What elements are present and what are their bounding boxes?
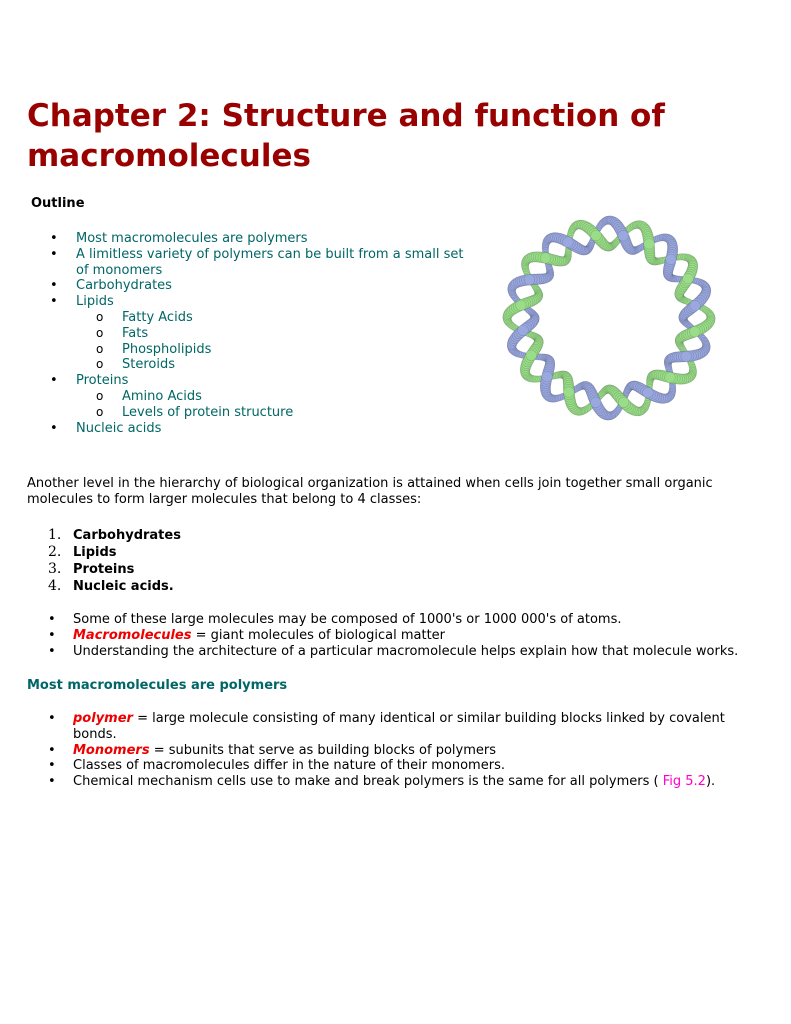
class-item xyxy=(48,561,181,578)
class-item xyxy=(48,578,181,595)
bullet-text: Chemical mechanism cells use to make and break polymers is the same for all polymers ( xyxy=(73,774,663,790)
intro-paragraph: Another level in the hierarchy of biological organization is attained when cells join together small organic molecules to form larger molecules that belong to 4 classes: xyxy=(27,476,713,507)
dna-ring-image xyxy=(494,213,724,423)
outline-link-steroids[interactable]: Steroids xyxy=(122,357,175,373)
outline-heading: Outline xyxy=(31,196,85,211)
outline-link-fatty-acids[interactable]: Fatty Acids xyxy=(122,309,193,325)
facts-list xyxy=(48,612,768,659)
outline-item[interactable] xyxy=(50,278,480,294)
class-label: Proteins xyxy=(73,562,135,577)
outline-link-nucleic-acids[interactable]: Nucleic acids xyxy=(76,420,162,436)
term-monomers: Monomers xyxy=(73,742,150,758)
bullet-text-end: ). xyxy=(705,774,716,790)
list-item xyxy=(48,612,768,628)
bullet-text: = large molecule consisting of many identical or similar building blocks linked by covalent bonds. xyxy=(73,711,725,742)
outline-link-proteins[interactable]: Proteins xyxy=(76,373,129,389)
fig-5-2-link[interactable]: Fig 5.2 xyxy=(662,774,706,790)
class-label: Carbohydrates xyxy=(73,528,181,543)
list-number: 2. xyxy=(48,544,62,560)
outline-item[interactable] xyxy=(50,294,480,373)
bullet-text: Understanding the architecture of a particular macromolecule helps explain how that molecule works. xyxy=(73,643,739,659)
outline-item[interactable] xyxy=(50,421,480,437)
list-number: 3. xyxy=(48,561,62,577)
list-item xyxy=(48,758,728,774)
list-item xyxy=(48,711,728,743)
list-number: 1. xyxy=(48,527,62,543)
outline-link-phospholipids[interactable]: Phospholipids xyxy=(122,341,212,357)
outline-item[interactable] xyxy=(50,373,480,420)
polymers-list xyxy=(48,711,728,790)
list-item xyxy=(48,774,728,790)
bullet-text: Classes of macromolecules differ in the nature of their monomers. xyxy=(73,758,505,774)
outline-link-lipids[interactable]: Lipids xyxy=(76,294,114,310)
list-item xyxy=(48,644,768,660)
outline-subitem[interactable] xyxy=(96,326,480,342)
list-number: 4. xyxy=(48,578,62,594)
macromolecule-classes-list xyxy=(48,527,181,595)
outline-link-variety[interactable]: A limitless variety of polymers can be built from a small set of monomers xyxy=(76,246,464,278)
outline-sublist-lipids xyxy=(96,310,480,373)
list-item xyxy=(48,743,728,759)
outline-link-polymers[interactable]: Most macromolecules are polymers xyxy=(76,231,308,246)
list-item xyxy=(48,628,768,644)
outline-link-carbohydrates[interactable]: Carbohydrates xyxy=(76,278,172,294)
outline-subitem[interactable] xyxy=(96,342,480,358)
outline-subitem[interactable] xyxy=(96,310,480,326)
outline-link-amino-acids[interactable]: Amino Acids xyxy=(122,388,202,404)
class-item xyxy=(48,527,181,544)
double-helix-ring-illustration xyxy=(494,213,724,423)
bullet-text: = subunits that serve as building blocks of polymers xyxy=(149,742,496,758)
outline-item[interactable] xyxy=(50,231,480,247)
class-label: Nucleic acids. xyxy=(73,579,174,594)
outline-sublist-proteins xyxy=(96,389,480,421)
class-label: Lipids xyxy=(73,545,117,560)
page-title: Chapter 2: Structure and function of macromolecules xyxy=(27,98,665,174)
outline-subitem[interactable] xyxy=(96,389,480,405)
bullet-text: = giant molecules of biological matter xyxy=(191,627,446,643)
outline-item[interactable] xyxy=(50,247,480,279)
outline-subitem[interactable] xyxy=(96,405,480,421)
term-polymer: polymer xyxy=(73,711,133,726)
outline-link-protein-structure[interactable]: Levels of protein structure xyxy=(122,404,294,420)
section-heading-polymers: Most macromolecules are polymers xyxy=(27,678,288,693)
outline-subitem[interactable] xyxy=(96,357,480,373)
bullet-text: Some of these large molecules may be composed of 1000's or 1000 000's of atoms. xyxy=(73,612,622,627)
class-item xyxy=(48,544,181,561)
term-macromolecules: Macromolecules xyxy=(73,627,192,643)
outline-link-fats[interactable]: Fats xyxy=(122,325,149,341)
outline-list xyxy=(50,231,480,436)
